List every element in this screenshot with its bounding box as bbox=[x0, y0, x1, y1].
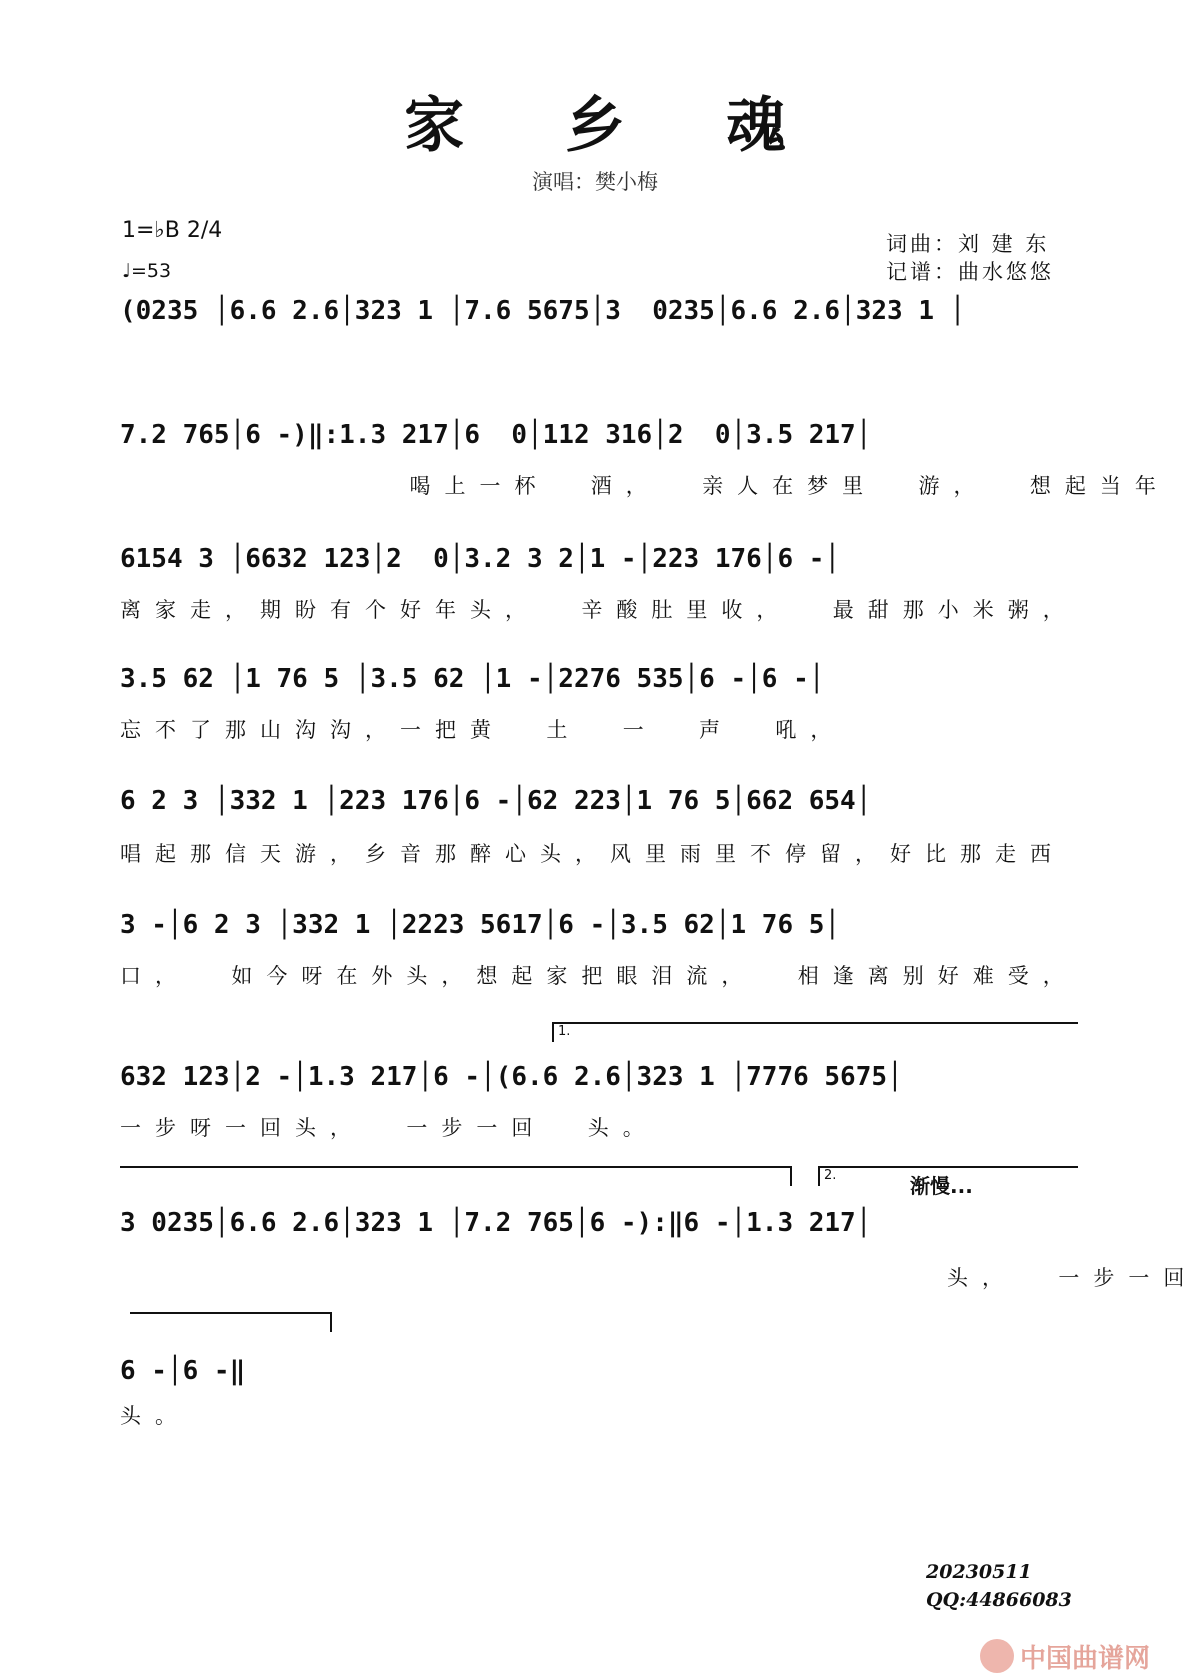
lyricist-composer: 词曲：刘 建 东 bbox=[886, 232, 1050, 256]
score-line-2-lyrics: 喝上一杯 酒， 亲人在梦里 游， 想起当年 bbox=[120, 474, 1170, 498]
footer-info bbox=[926, 1558, 1072, 1614]
score-line-9-lyrics: 头。 bbox=[120, 1404, 190, 1428]
score-line-5-notes: 6 2 3 │332 1 │223 176│6 -│62 223│1 76 5│662 654│ bbox=[120, 786, 872, 816]
score-line-8-lyrics: 头， 一步一回 bbox=[120, 1266, 1198, 1290]
singer-credit: 演唱：樊小梅 bbox=[532, 170, 658, 194]
site-logo bbox=[980, 1636, 1180, 1676]
transcription-date: 20230511 bbox=[926, 1561, 1032, 1583]
score-line-4-lyrics: 忘不了那山沟沟，一把黄 土 一 声 吼， bbox=[120, 718, 846, 742]
score-line-6-notes: 3 -│6 2 3 │332 1 │2223 5617│6 -│3.5 62│1 76 5│ bbox=[120, 910, 841, 940]
song-title: 家 乡 魂 bbox=[404, 91, 826, 161]
score-line-8-notes: 3 0235│6.6 2.6│323 1 │7.2 765│6 -):‖6 -│1.3 217│ bbox=[120, 1208, 872, 1238]
key-signature: 1=♭B 2/4 bbox=[122, 218, 223, 243]
score-line-4-notes: 3.5 62 │1 76 5 │3.5 62 │1 -│2276 535│6 -│6 -│ bbox=[120, 664, 825, 694]
logo-icon bbox=[980, 1639, 1014, 1673]
score-line-6-lyrics: 口， 如今呀在外头，想起家把眼泪流， 相逢离别好难受， bbox=[120, 964, 1078, 988]
score-line-9-notes: 6 -│6 -‖ bbox=[120, 1356, 246, 1386]
score-line-7-lyrics: 一步呀一回头， 一步一回 头。 bbox=[120, 1116, 658, 1140]
qq-contact: QQ:44866083 bbox=[926, 1589, 1072, 1611]
score-line-5-lyrics: 唱起那信天游，乡音那醉心头，风里雨里不停留，好比那走西 bbox=[120, 842, 1065, 866]
volta-1-continuation bbox=[120, 1166, 792, 1186]
logo-text: 中国曲谱网 bbox=[1020, 1643, 1151, 1674]
score-line-7-notes: 632 123│2 -│1.3 217│6 -│(6.6 2.6│323 1 │7776 5675│ bbox=[120, 1062, 903, 1092]
volta-1-bracket: 1. bbox=[552, 1022, 1078, 1042]
credits bbox=[886, 230, 1054, 286]
volta-2-continuation bbox=[130, 1312, 332, 1332]
tempo-marking: ♩=53 bbox=[122, 260, 172, 282]
transcriber: 记谱：曲水悠悠 bbox=[886, 260, 1054, 284]
score-line-1-notes: (0235 │6.6 2.6│323 1 │7.6 5675│3 0235│6.6 2.6│323 1 │ bbox=[120, 296, 966, 326]
volta-2-bracket: 2. bbox=[818, 1166, 1078, 1186]
score-line-2-notes: 7.2 765│6 -)‖:1.3 217│6 0│112 316│2 0│3.5 217│ bbox=[120, 420, 872, 450]
score-line-3-lyrics: 离家走，期盼有个好年头， 辛酸肚里收， 最甜那小米粥， bbox=[120, 598, 1078, 622]
score-line-3-notes: 6154 3 │6632 123│2 0│3.2 3 2│1 -│223 176│6 -│ bbox=[120, 544, 841, 574]
tempo-change-marking: 渐慢... bbox=[910, 1174, 973, 1198]
